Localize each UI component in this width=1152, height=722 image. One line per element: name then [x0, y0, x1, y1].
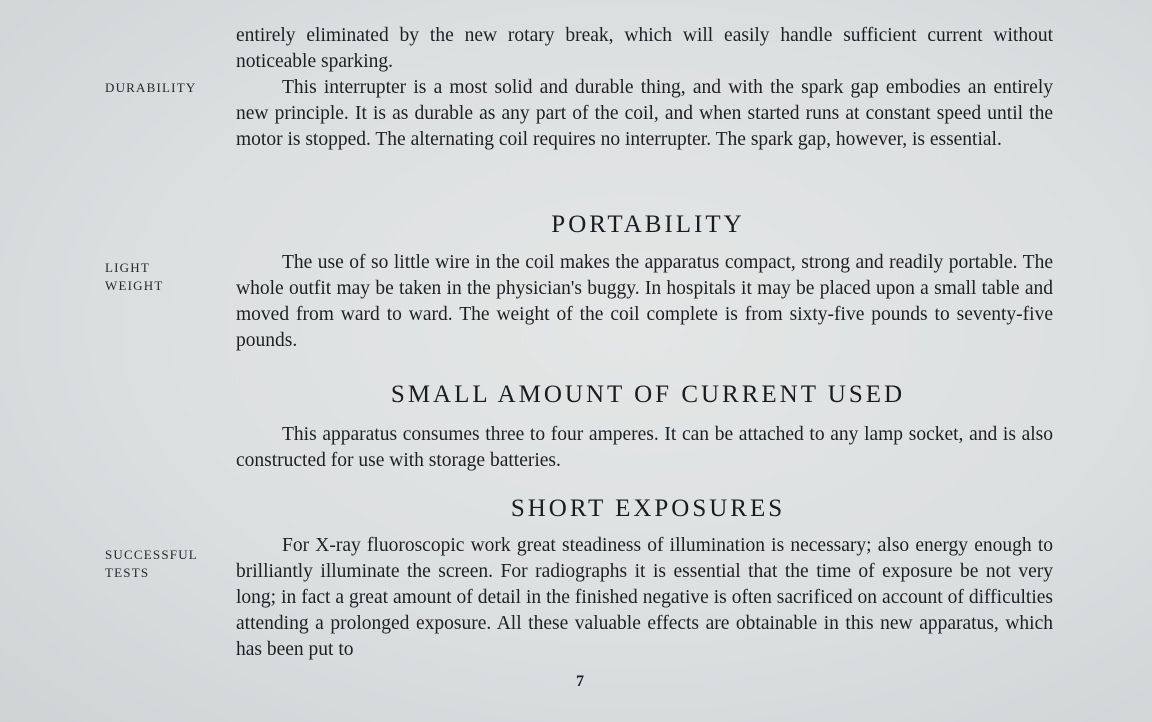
heading-short-exposures: SHORT EXPOSURES [510, 495, 786, 522]
continuation-paragraph: entirely eliminated by the new rotary break, which will easily handle sufficient current without noticeable sparking. [236, 25, 1053, 72]
heading-current-used: SMALL AMOUNT OF CURRENT USED [390, 381, 906, 408]
margin-note-weight: WEIGHT [105, 278, 164, 293]
margin-note-light: LIGHT [105, 260, 150, 275]
heading-portability: PORTABILITY [551, 211, 745, 238]
margin-note-successful: SUCCESSFUL [105, 547, 198, 562]
intro-block [236, 23, 1053, 153]
current-paragraph: This apparatus consumes three to four amperes. It can be attached to any lamp socket, and is also constructed for use with storage batteries. [236, 424, 1053, 471]
margin-note-tests: TESTS [105, 565, 150, 580]
exposures-block [236, 533, 1053, 663]
margin-note-durability: DURABILITY [105, 80, 197, 95]
portability-block [236, 250, 1053, 354]
portability-paragraph: The use of so little wire in the coil makes the apparatus compact, strong and readily portable. The whole outfit may be taken in the physician's buggy. In hospitals it may be placed upon a small table and moved from ward to ward. The weight of the coil complete is from sixty-five pounds to seventy-five pounds. [236, 252, 1053, 351]
margin-note-successful-tests [105, 546, 198, 582]
durability-paragraph: This interrupter is a most solid and durable thing, and with the spark gap embodies an entirely new principle. It is as durable as any part of the coil, and when started runs at constant speed until the motor is stopped. The alternating coil requires no interrupter. The spark gap, however, is essential. [236, 77, 1053, 150]
page-number: 7 [576, 673, 584, 690]
current-block [236, 422, 1053, 474]
margin-note-light-weight [105, 259, 163, 295]
exposures-paragraph: For X-ray fluoroscopic work great steadiness of illumination is necessary; also energy enough to brilliantly illuminate the screen. For radiographs it is essential that the time of exposure be not very long; in fact a great amount of detail in the finished negative is often sacrificed on account of difficulties attending a prolonged exposure. All these valuable effects are obtainable in this new apparatus, which has been put to [236, 535, 1053, 660]
